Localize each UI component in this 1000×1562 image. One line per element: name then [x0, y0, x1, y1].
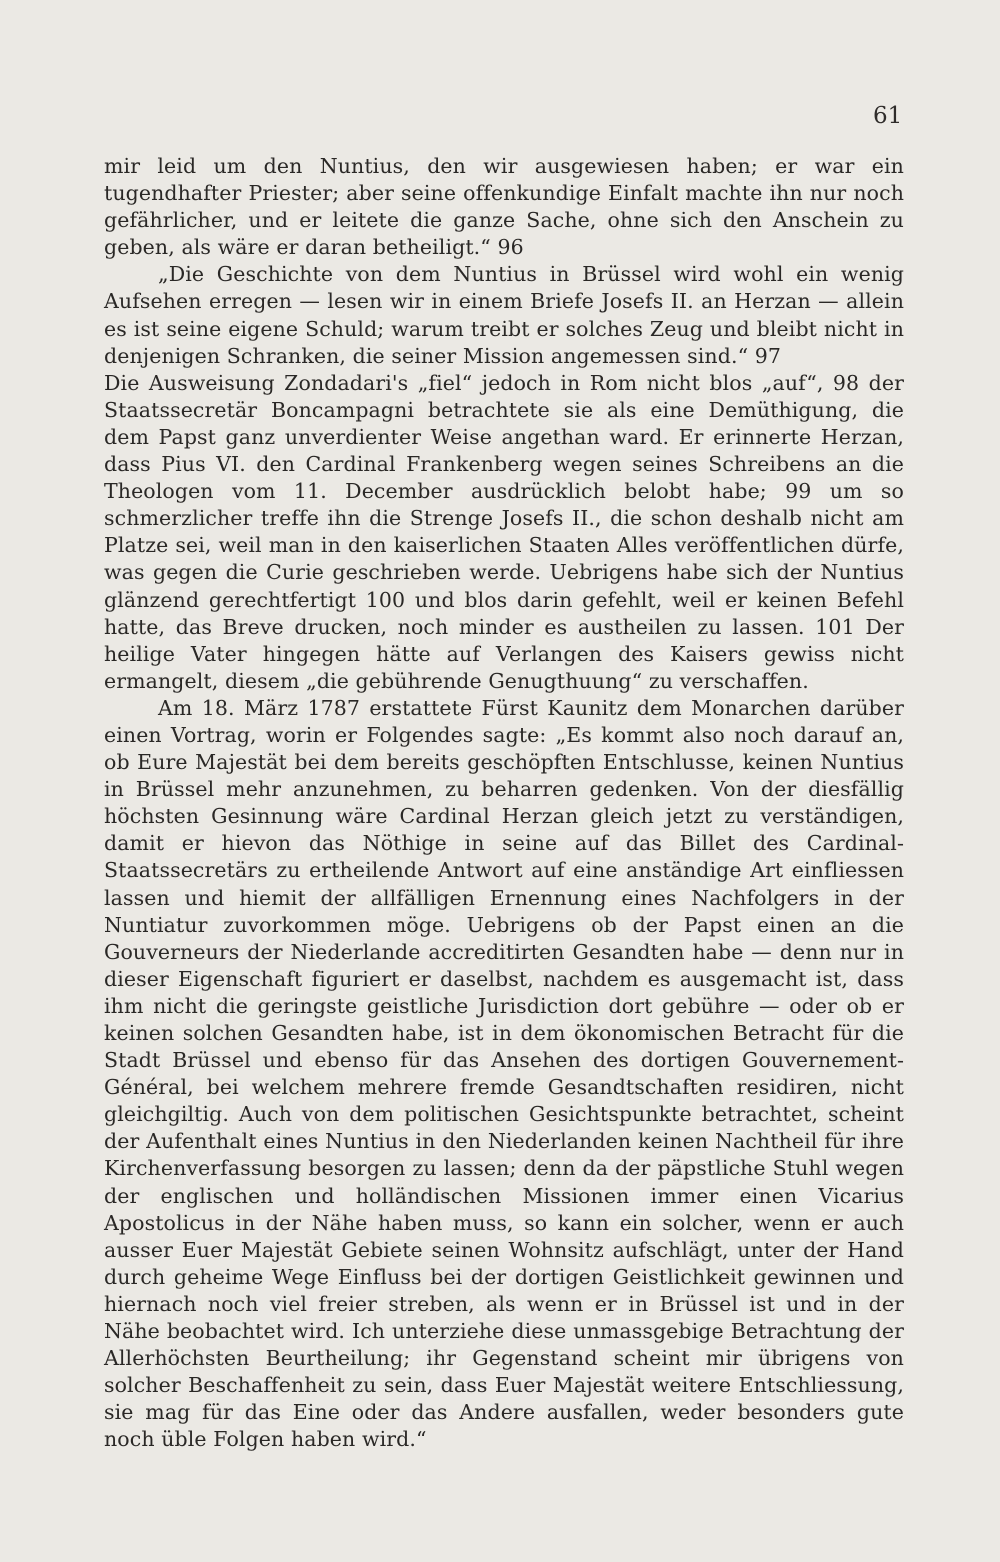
body-text [104, 153, 904, 1454]
page-number: 61 [873, 103, 903, 129]
paragraph-quote-josef: „Die Geschichte von dem Nuntius in Brüssel wird wohl ein wenig Aufsehen erregen — lesen wir in einem Briefe Josefs II. an Herzan — allein es ist seine eigene Schuld; warum treibt er solches Zeug und bleibt nicht in denjenigen Schranken, die seiner Mission angemessen sind.“ 97 [104, 262, 904, 368]
paragraph-continuation: mir leid um den Nuntius, den wir ausgewiesen haben; er war ein tugendhafter Priester; aber seine offenkundige Einfalt machte ihn nur noch gefährlicher, und er leitete die ganze Sache, ohne sich den Anschein zu geben, als wäre er daran betheiligt.“ 96 [104, 154, 904, 260]
paragraph-ausweisung: Die Ausweisung Zondadari's „fiel“ jedoch in Rom nicht blos „auf“, 98 der Staatssecretär Boncampagni betrachtete sie als eine Demüthigung, die dem Papst ganz unverdienter Weise angethan ward. Er erinnerte Herzan, dass Pius VI. den Cardinal Frankenberg wegen seines Schreibens an die Theologen vom 11. December ausdrücklich belobt habe; 99 um so schmerzlicher treffe ihn die Strenge Josefs II., die schon deshalb nicht am Platze sei, weil man in den kaiserlichen Staaten Alles veröffentlichen dürfe, was gegen die Curie geschrieben werde. Uebrigens habe sich der Nuntius glänzend gerechtfertigt 100 und blos darin gefehlt, weil er keinen Befehl hatte, das Breve drucken, noch minder es austheilen zu lassen. 101 Der heilige Vater hingegen hätte auf Verlangen des Kaisers gewiss nicht ermangelt, diesem „die gebührende Genugthuung“ zu verschaffen. [104, 370, 904, 693]
paragraph-kaunitz-vortrag: Am 18. März 1787 erstattete Fürst Kaunitz dem Monarchen darüber einen Vortrag, worin er Folgendes sagte: „Es kommt also noch darauf an, ob Eure Majestät bei dem bereits geschöpften Entschlusse, keinen Nuntius in Brüssel mehr anzunehmen, zu beharren gedenken. Von der diesfällig höchsten Gesinnung wäre Cardinal Herzan gleich jetzt zu verständigen, damit er hievon das Nöthige in seine auf das Billet des Cardinal-Staatssecretärs zu ertheilende Antwort auf eine anständige Art einfliessen lassen und hiemit der allfälligen Ernennung eines Nachfolgers in der Nuntiatur zuvorkommen möge. Uebrigens ob der Papst einen an die Gouverneurs der Niederlande accreditirten Gesandten habe — denn nur in dieser Eigenschaft figuriert er daselbst, nachdem es ausgemacht ist, dass ihm nicht die geringste geistliche Jurisdiction dort gebühre — oder ob er keinen solchen Gesandten habe, ist in dem ökonomischen Betracht für die Stadt Brüssel und ebenso für das Ansehen des dortigen Gouvernement-Général, bei welchem mehrere fremde Gesandtschaften residiren, nicht gleichgiltig. Auch von dem politischen Gesichtspunkte betrachtet, scheint der Aufenthalt eines Nuntius in den Niederlanden keinen Nachtheil für ihre Kirchenverfassung besorgen zu lassen; denn da der päpstliche Stuhl wegen der englischen und holländischen Missionen immer einen Vicarius Apostolicus in der Nähe haben muss, so kann ein solcher, wenn er auch ausser Euer Majestät Gebiete seinen Wohnsitz aufschlägt, unter der Hand durch geheime Wege Einfluss bei der dortigen Geistlichkeit gewinnen und hiernach noch viel freier streben, als wenn er in Brüssel ist und in der Nähe beobachtet wird. Ich unterziehe diese unmassgebige Betrachtung der Allerhöchsten Beurtheilung; ihr Gegenstand scheint mir übrigens von solcher Beschaffenheit zu sein, dass Euer Majestät weitere Entschliessung, sie mag für das Eine oder das Andere ausfallen, weder besonders gute noch üble Folgen haben wird.“ [104, 695, 904, 1452]
